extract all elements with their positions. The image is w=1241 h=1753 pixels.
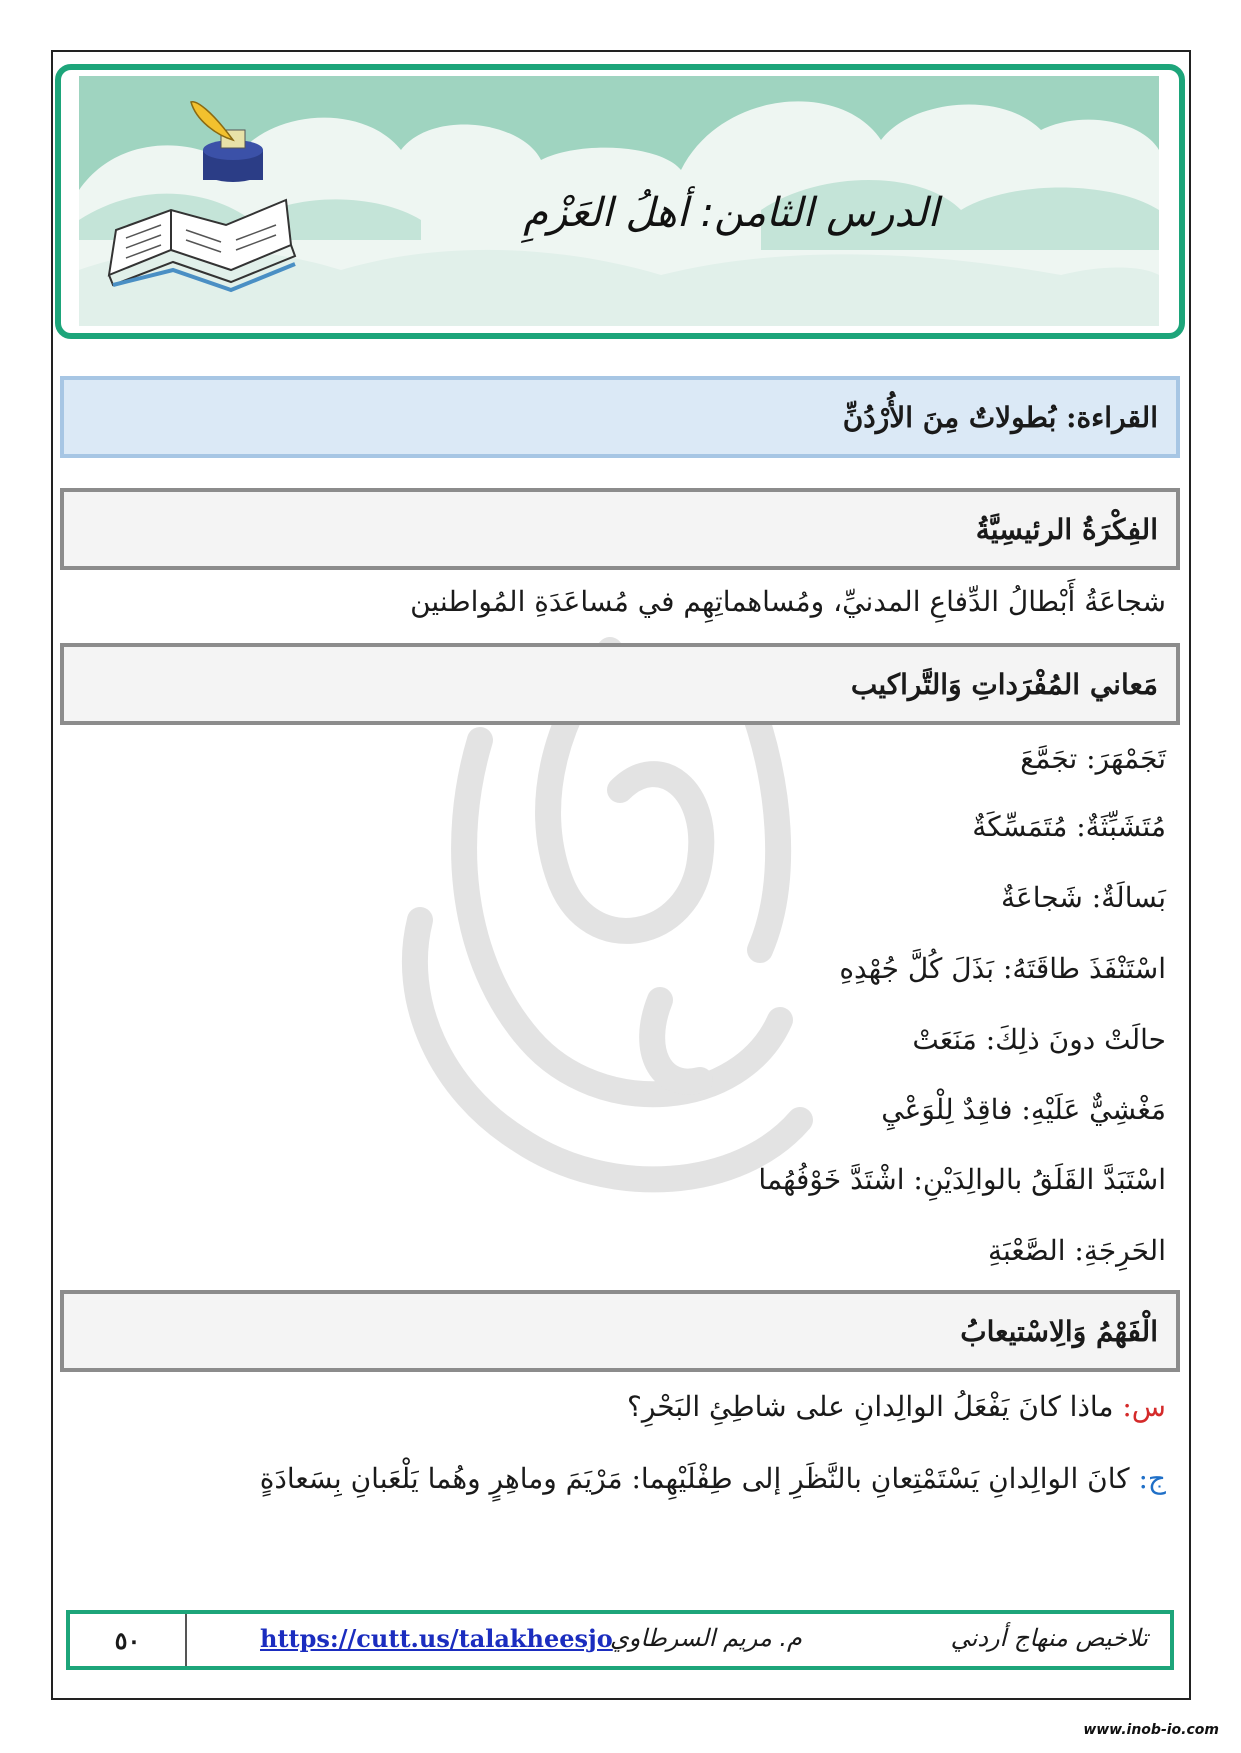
vocab-item: تَجَمْهَرَ: تجَمَّعَ [1020, 742, 1166, 775]
question-text: ماذا كانَ يَفْعَلُ الوالِدانِ على شاطِئِ البَحْرِ؟ [626, 1390, 1114, 1423]
question-line [627, 1390, 1166, 1423]
vocab-item: حالَتْ دونَ ذلِكَ: مَنَعَتْ [912, 1023, 1166, 1056]
reading-title: القراءة: بُطولاتٌ مِنَ الأُرْدُنِّ [842, 400, 1158, 434]
vocab-item: اسْتَنْفَذَ طاقَتَهُ: بَذَلَ كُلَّ جُهْدِهِ [839, 952, 1166, 985]
vocabulary-heading: مَعاني المُفْرَداتِ وَالتَّراكيب [850, 667, 1158, 701]
page-number: ٥٠ [70, 1614, 187, 1666]
vocab-item: اسْتَبَدَّ القَلَقُ بالوالِدَيْنِ: اشْتَدَّ خَوْفُهُما [758, 1163, 1166, 1196]
lesson-title: الدرس الثامن: أهلُ العَزْمِ [523, 190, 939, 236]
answer-marker: ج: [1138, 1462, 1166, 1495]
reading-title-box [60, 376, 1180, 458]
lesson-banner [55, 64, 1185, 339]
question-marker: س: [1122, 1390, 1166, 1423]
vocab-item: الحَرِجَةِ: الصَّعْبَةِ [987, 1234, 1166, 1267]
vocabulary-heading-box [60, 643, 1180, 725]
vocab-item: مُتَشَبِّثَةٌ: مُتَمَسِّكَةٌ [972, 810, 1166, 843]
footer-link[interactable]: https://cutt.us/talakheesjo [260, 1624, 613, 1653]
main-idea-heading: الفِكْرَةُ الرئيسِيَّةُ [975, 512, 1158, 546]
page-footer [66, 1610, 1174, 1670]
comprehension-heading: الْفَهْمُ وَالِاسْتيعابُ [960, 1314, 1158, 1348]
site-mark: www.inob-io.com [1083, 1722, 1219, 1738]
answer-text: كانَ الوالِدانِ يَسْتَمْتِعانِ بالنَّظَرِ إلى طِفْلَيْهِما: مَرْيَمَ وماهِرٍ وهُما يَلْعَبانِ بِسَعادَةٍ [259, 1462, 1130, 1495]
answer-line [260, 1462, 1166, 1495]
footer-series: تلاخيص منهاج أردني [950, 1624, 1148, 1652]
vocab-item: بَسالَةٌ: شَجاعَةٌ [1001, 881, 1166, 914]
comprehension-heading-box [60, 1290, 1180, 1372]
main-idea-heading-box [60, 488, 1180, 570]
main-idea-text: شجاعَةُ أَبْطالُ الدِّفاعِ المدنيِّ، ومُساهماتِهِم في مُساعَدَةِ المُواطنين [410, 585, 1166, 618]
vocab-item: مَغْشِيٌّ عَلَيْهِ: فاقِدٌ لِلْوَعْيِ [881, 1093, 1166, 1126]
footer-author: م. مريم السرطاوي [610, 1624, 802, 1652]
